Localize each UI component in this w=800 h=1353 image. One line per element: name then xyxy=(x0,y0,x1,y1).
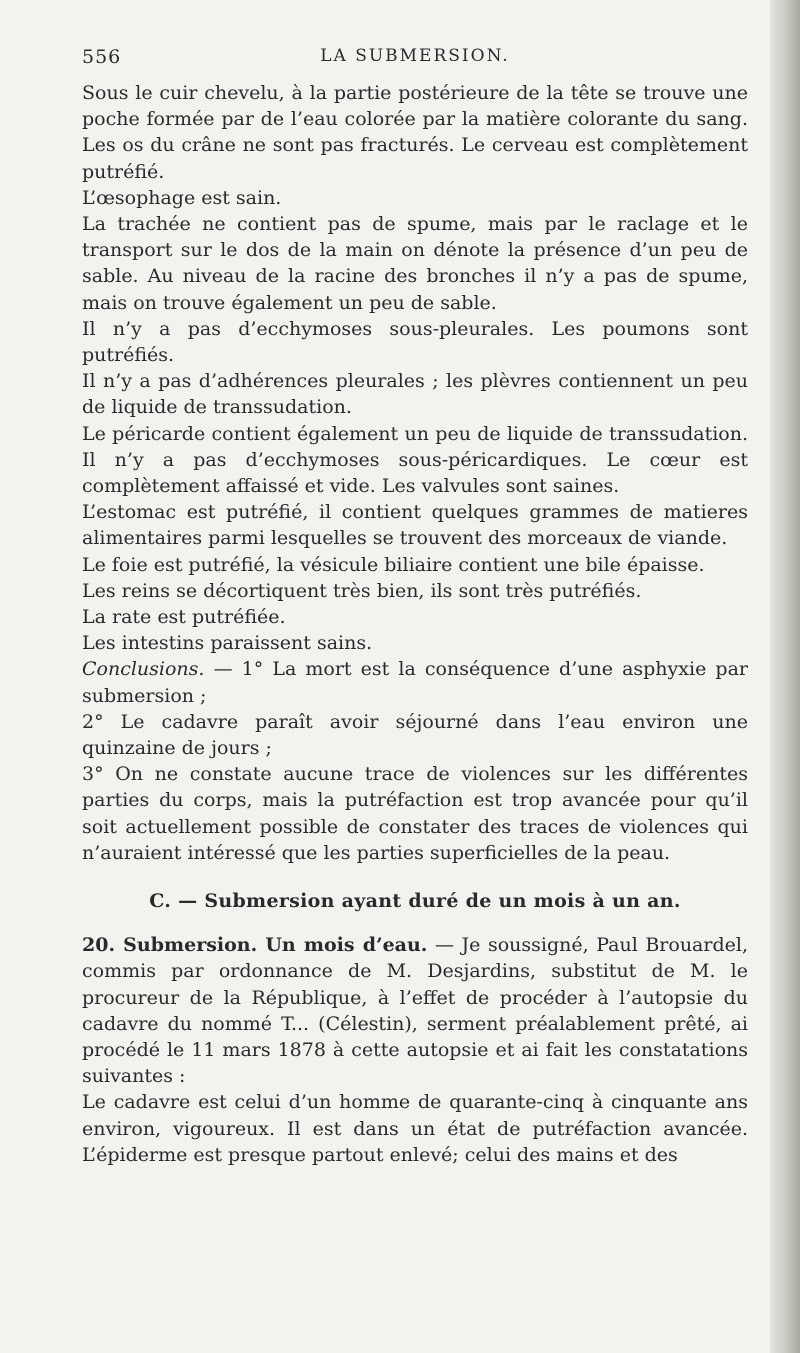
paragraph: Sous le cuir chevelu, à la partie postérieure de la tête se trouve une poche formée par de l’eau colorée par la matière colorante du sang. Les os du crâne ne sont pas fracturés. Le cerveau est complètement putréfié. xyxy=(82,82,748,183)
paragraph: Les reins se décortiquent très bien, ils sont très putréfiés. xyxy=(82,579,642,602)
paragraph: Il n’y a pas d’ecchymoses sous-pleurales. Les poumons sont putréfiés. xyxy=(82,317,748,367)
running-title: LA SUBMERSION. xyxy=(320,46,510,66)
running-head xyxy=(82,46,748,74)
conclusions-label: Conclusions. xyxy=(82,658,205,681)
paragraph: L’œsophage est sain. xyxy=(82,186,282,209)
paragraph: La trachée ne contient pas de spume, mais par le raclage et le transport sur le dos de la main on dénote la présence d’un peu de sable. Au niveau de la racine des bronches il n’y a pas de spume, mais on trouve également un peu de sable. xyxy=(82,213,748,314)
page-number: 556 xyxy=(82,46,122,68)
case-intro: — Je soussigné, Paul Brouardel, commis par ordonnance de M. Desjardins, substitut de M. le procureur de la République, à l’effet de procéder à l’autopsie du cadavre du nommé T... (Célestin), serment préalablement prêté, ai procédé le 11 mars 1878 à cette autopsie et ai fait les constatations suivantes : xyxy=(82,934,748,1088)
conclusions-paragraph xyxy=(82,656,748,708)
case-title: 20. Submersion. Un mois d’eau. xyxy=(82,934,428,957)
case-paragraph xyxy=(82,932,748,1089)
paragraph: Il n’y a pas d’adhérences pleurales ; les plèvres contiennent un peu de liquide de transsudation. xyxy=(82,370,748,419)
conclusion-third: 3° On ne constate aucune trace de violences sur les différentes parties du corps, mais la putréfaction est trop avancée pour qu’il soit actuellement possible de constater des traces de violences qui n’auraient intéressé que les parties superficielles de la peau. xyxy=(82,763,748,864)
page-edge-shadow xyxy=(770,0,800,1353)
conclusion-first: — 1° La mort est la conséquence d’une asphyxie par submersion ; xyxy=(82,658,748,707)
paragraph: Les intestins paraissent sains. xyxy=(82,632,373,655)
paragraph: Le foie est putréfié, la vésicule biliaire contient une bile épaisse. xyxy=(82,553,705,576)
paragraph: Le péricarde contient également un peu de liquide de transsudation. Il n’y a pas d’ecchymoses sous-péricardiques. Le cœur est complètement affaissé et vide. Les valvules sont saines. xyxy=(82,422,748,498)
conclusion-second: 2° Le cadavre paraît avoir séjourné dans l’eau environ une quinzaine de jours ; xyxy=(82,710,748,760)
section-heading: C. — Submersion ayant duré de un mois à un an. xyxy=(149,890,681,913)
case-body-paragraph: Le cadavre est celui d’un homme de quarante-cinq à cinquante ans environ, vigoureux. Il est dans un état de putréfaction avancée. L’épiderme est presque partout enlevé; celui des mains et des xyxy=(82,1091,748,1166)
paragraph: L’estomac est putréfié, il contient quelques grammes de matieres alimentaires parmi lesquelles se trouvent des morceaux de viande. xyxy=(82,501,748,550)
body-text xyxy=(82,80,748,1168)
book-page xyxy=(82,46,748,1168)
paragraph: La rate est putréfiée. xyxy=(82,606,286,629)
